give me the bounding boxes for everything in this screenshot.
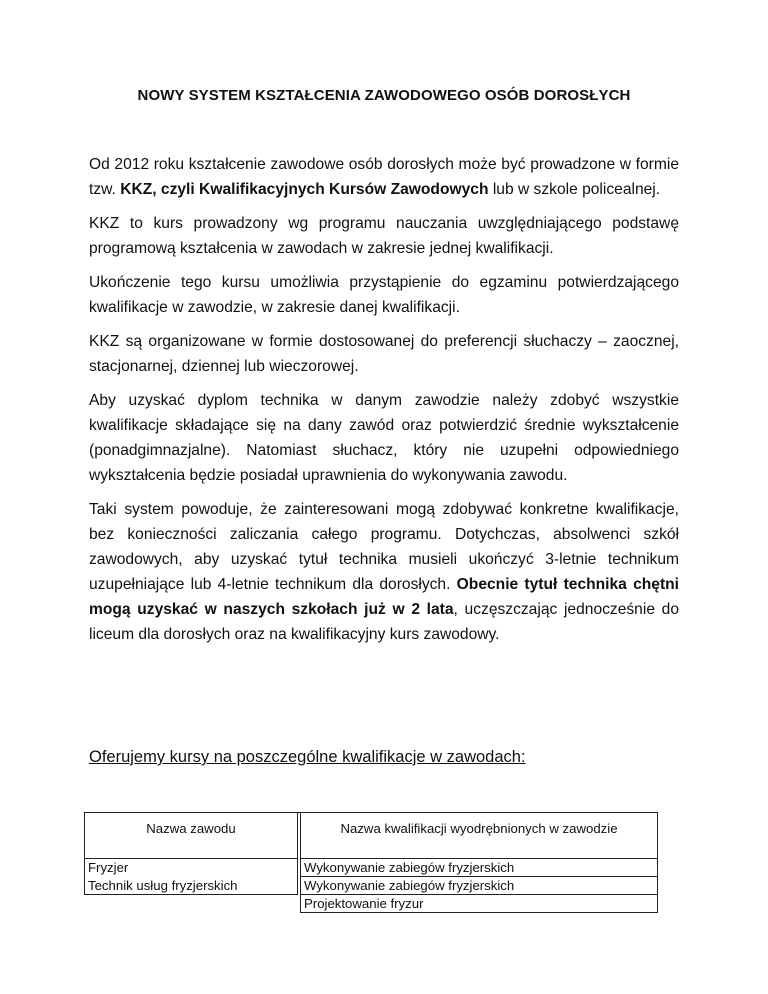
paragraph-1-text-end: lub w szkole policealnej. xyxy=(488,181,661,198)
table-header-row xyxy=(85,813,658,859)
paragraph-5: Aby uzyskać dyplom technika w danym zawodzie należy zdobyć wszystkie kwalifikacje składające się na dany zawód oraz potwierdzić średnie wykształcenie (ponadgimnazjalne). Natomiast słuchacz, który nie uzupełni odpowiedniego wykształcenia będzie posiadał uprawnienia do wykonywania zawodu. xyxy=(89,392,679,484)
table-row xyxy=(85,859,658,877)
profession-cell: Technik usług fryzjerskich xyxy=(85,877,298,895)
paragraph-6 xyxy=(89,497,679,647)
header-qualifications: Nazwa kwalifikacji wyodrębnionych w zawodzie xyxy=(301,813,658,859)
qualification-cell: Wykonywanie zabiegów fryzjerskich xyxy=(301,877,658,895)
profession-cell: Fryzjer xyxy=(85,859,298,877)
qualification-cell: Projektowanie fryzur xyxy=(301,895,658,913)
paragraph-1-text: Od 2012 roku kształcenie zawodowe osób dorosłych może być prowadzone w formie tzw. xyxy=(89,156,679,198)
paragraph-4: KKZ są organizowane w formie dostosowanej do preferencji słuchaczy – zaocznej, stacjonarnej, dziennej lub wieczorowej. xyxy=(89,333,679,375)
profession-cell xyxy=(85,895,298,913)
qualifications-table xyxy=(84,812,658,913)
paragraph-6-text-end: , uczęszczając jednocześnie do liceum dla dorosłych oraz na kwalifikacyjny kurs zawodowy. xyxy=(89,601,680,643)
qualification-cell: Wykonywanie zabiegów fryzjerskich xyxy=(301,859,658,877)
table-row xyxy=(85,877,658,895)
paragraph-1 xyxy=(89,152,679,202)
table-row xyxy=(85,895,658,913)
body-text xyxy=(89,152,679,656)
paragraph-2: KKZ to kurs prowadzony wg programu nauczania uwzględniającego podstawę programową kształcenia w zawodach w zakresie jednej kwalifikacji. xyxy=(89,215,679,257)
paragraph-6-bold: Obecnie tytuł technika chętni mogą uzyskać w naszych szkołach już w 2 lata xyxy=(89,576,679,618)
paragraph-3: Ukończenie tego kursu umożliwia przystąpienie do egzaminu potwierdzającego kwalifikacje w zawodzie, w zakresie danej kwalifikacji. xyxy=(89,274,679,316)
paragraph-6-text: Taki system powoduje, że zainteresowani mogą zdobywać konkretne kwalifikacje, bez konieczności zaliczania całego programu. Dotychczas, absolwenci szkół zawodowych, aby uzyskać tytuł technika musieli ukończyć 3-letnie technikum uzupełniające lub 4-letnie technikum dla dorosłych. xyxy=(89,501,679,593)
page-title: NOWY SYSTEM KSZTAŁCENIA ZAWODOWEGO OSÓB DOROSŁYCH xyxy=(137,87,631,104)
paragraph-1-bold: KKZ, czyli Kwalifikacyjnych Kursów Zawodowych xyxy=(120,181,489,198)
offer-heading: Oferujemy kursy na poszczególne kwalifikacje w zawodach: xyxy=(89,748,526,766)
header-profession: Nazwa zawodu xyxy=(85,813,298,859)
